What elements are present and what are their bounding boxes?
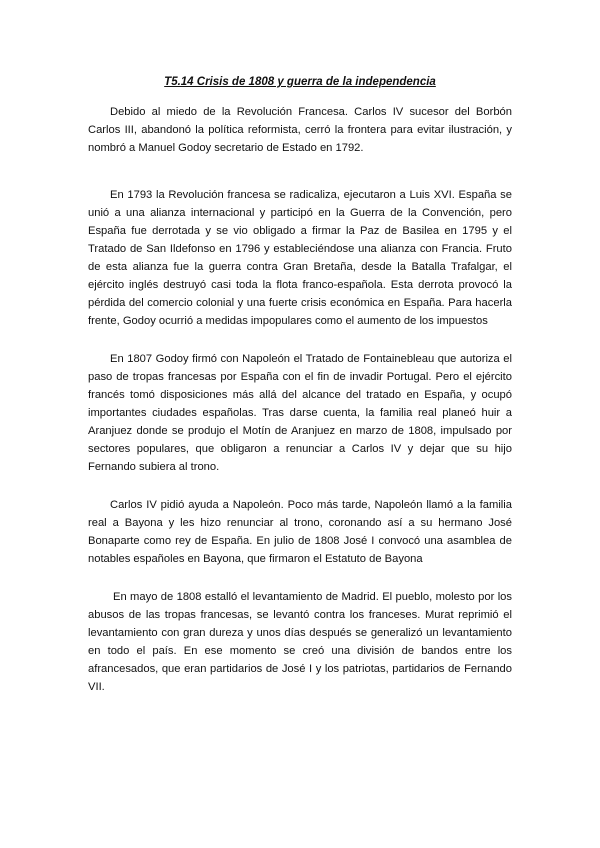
paragraph-levantamiento-madrid: En mayo de 1808 estalló el levantamiento de Madrid. El pueblo, molesto por los abusos de las tropas francesas, se levantó contra los franceses. Murat reprimió el levantamiento con gran dureza y unos días después se generalizó un levantamiento en todo el país. En ese momento se creó una división de bandos entre los afrancesados, que eran partidarios de José I y los patriotas, partidarios de Fernando VII. (88, 591, 512, 693)
paragraph-guerra-convencion: En 1793 la Revolución francesa se radicaliza, ejecutaron a Luis XVI. España se unió a una alianza internacional y participó en la Guerra de la Convención, pero España fue derrotada y se vio obligado a firmar la Paz de Basilea en 1795 y el Tratado de San Ildefonso en 1796 y estableciéndose una alianza con Francia. Fruto de esta alianza fue la guerra contra Gran Bretaña, desde la Batalla Trafalgar, el ejército inglés destruyó casi toda la flota franco-española. Esta derrota provocó la pérdida del comercio colonial y una fuerte crisis económica en España. Para hacerla frente, Godoy ocurrió a medidas impopulares como el aumento de los impuestos (88, 189, 512, 327)
paragraph-carlos-iv-godoy: Debido al miedo de la Revolución Francesa. Carlos IV sucesor del Borbón Carlos III, abandonó la política reformista, cerró la frontera para evitar ilustración, y nombró a Manuel Godoy secretario de Estado en 1792. (88, 106, 512, 154)
document-title: T5.14 Crisis de 1808 y guerra de la independencia (164, 76, 436, 88)
paragraph-tratado-fontainebleau: En 1807 Godoy firmó con Napoleón el Tratado de Fontainebleau que autoriza el paso de tropas francesas por España con el fin de invadir Portugal. Pero el ejército francés tomó disposiciones más allá del alcance del tratado en España, y ocupó importantes ciudades españolas. Tras darse cuenta, la familia real planeó huir a Aranjuez donde se produjo el Motín de Aranjuez en marzo de 1808, impulsado por sectores populares, que obligaron a renunciar a Carlos IV y dejar que su hijo Fernando subiera al trono. (88, 353, 512, 473)
paragraph-abdicaciones-bayona: Carlos IV pidió ayuda a Napoleón. Poco más tarde, Napoleón llamó a la familia real a Bayona y les hizo renunciar al trono, coronando así a su hermano José Bonaparte como rey de España. En julio de 1808 José I convocó una asamblea de notables españoles en Bayona, que firmaron el Estatuto de Bayona (88, 499, 512, 565)
